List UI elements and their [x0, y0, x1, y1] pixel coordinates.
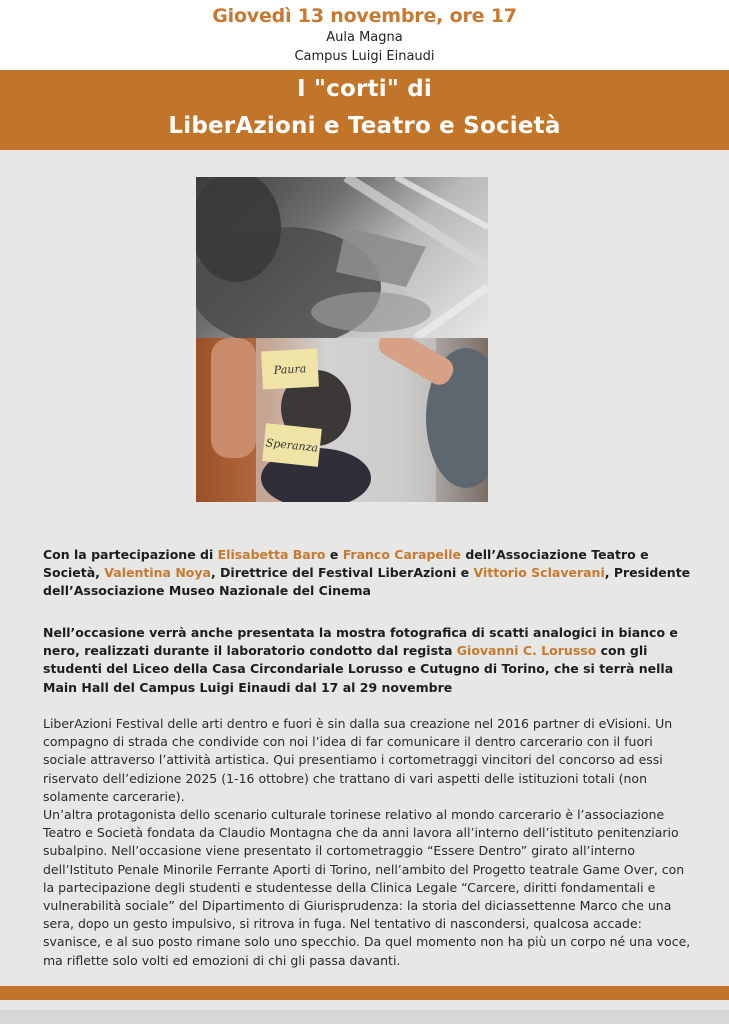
sticky-note-bottom: Speranza [262, 423, 322, 467]
participant-name: Vittorio Sclaverani [473, 565, 605, 581]
sticky-note-top: Paura [261, 349, 319, 390]
event-date: Giovedì 13 novembre, ore 17 [212, 5, 517, 27]
venue-campus: Campus Luigi Einaudi [294, 49, 435, 64]
title-line-2: LiberAzioni e Teatro e Società [168, 113, 561, 139]
text-span: Con la partecipazione di [43, 547, 218, 562]
photo-hands-illustration [196, 177, 488, 338]
photo-mirror-illustration [196, 338, 488, 502]
text-span: dell’Associazione Teatro e Società, [43, 547, 649, 581]
text-span: , Direttrice del Festival LiberAzioni e [210, 565, 474, 581]
title-band [0, 70, 729, 150]
participant-name: Elisabetta Baro [217, 547, 326, 562]
description-part-1: LiberAzioni Festival delle arti dentro e fuori è sin dalla sua creazione nel 2016 partner di eVisioni. Un compagno di strada che condivide con noi l’idea di far comunicare il dentro carcerario con il fuori sociale attraverso l’attività artistica. Qui presentiamo i cortometraggi vincitori del concorso ad essi riservato dell’edizione 2025 (1-16 ottobre) che trattano di vari aspetti delle istituzioni totali (non solamente carcerarie). [43, 716, 673, 804]
description-paragraph [43, 715, 693, 970]
footer-accent-bar [0, 986, 729, 1000]
title-line-1: I "corti" di [297, 76, 432, 102]
event-header [0, 0, 729, 70]
photo-mirror-notes [196, 338, 488, 502]
participant-name: Valentina Noya [104, 565, 211, 581]
text-span: , Presidente dell’Associazione Museo Nazionale del Cinema [43, 565, 691, 599]
text-span: e [325, 547, 343, 562]
participant-name: Franco Carapelle [342, 547, 461, 562]
participants-paragraph [43, 546, 693, 601]
description-part-2: Un’altra protagonista dello scenario culturale torinese relativo al mondo carcerario è l’associazione Teatro e Società fondata da Claudio Montagna che da anni lavora all’interno dell’istituto penitenziario subalpino. Nell’occasione viene presentato il cortometraggio “Essere Dentro” girato all’interno dell’Istituto Penale Minorile Ferrante Aporti di Torino, nell’ambito del Progetto teatrale Game Over, con la partecipazione degli studenti e studentesse della Clinica Legale “Carcere, diritti fondamentali e vulnerabilità sociale” del Dipartimento di Giurisprudenza: la storia del diciassettenne Marco che una sera, dopo un gesto impulsivo, si ritrova in fuga. Nel tentativo di nascondersi, qualcosa accade: svanisce, e al suo posto rimane solo uno specchio. Da quel momento non ha più un corpo né una voce, ma riflette solo volti ed emozioni di chi gli passa davanti. [43, 807, 691, 968]
text-span: con gli studenti del Liceo della Casa Circondariale Lorusso e Cutugno di Torino, che si terrà nella Main Hall del Campus Luigi Einaudi dal 17 al 29 novembre [43, 643, 674, 695]
text-span: Nell’occasione verrà anche presentata la mostra fotografica di scatti analogici in bianco e nero, realizzati durante il laboratorio condotto dal regista [43, 625, 678, 659]
venue-room: Aula Magna [326, 30, 403, 45]
footer-strip [0, 1010, 729, 1024]
photo-hands-bw [196, 177, 488, 338]
exhibition-paragraph [43, 624, 693, 697]
director-name: Giovanni C. Lorusso [456, 643, 597, 659]
